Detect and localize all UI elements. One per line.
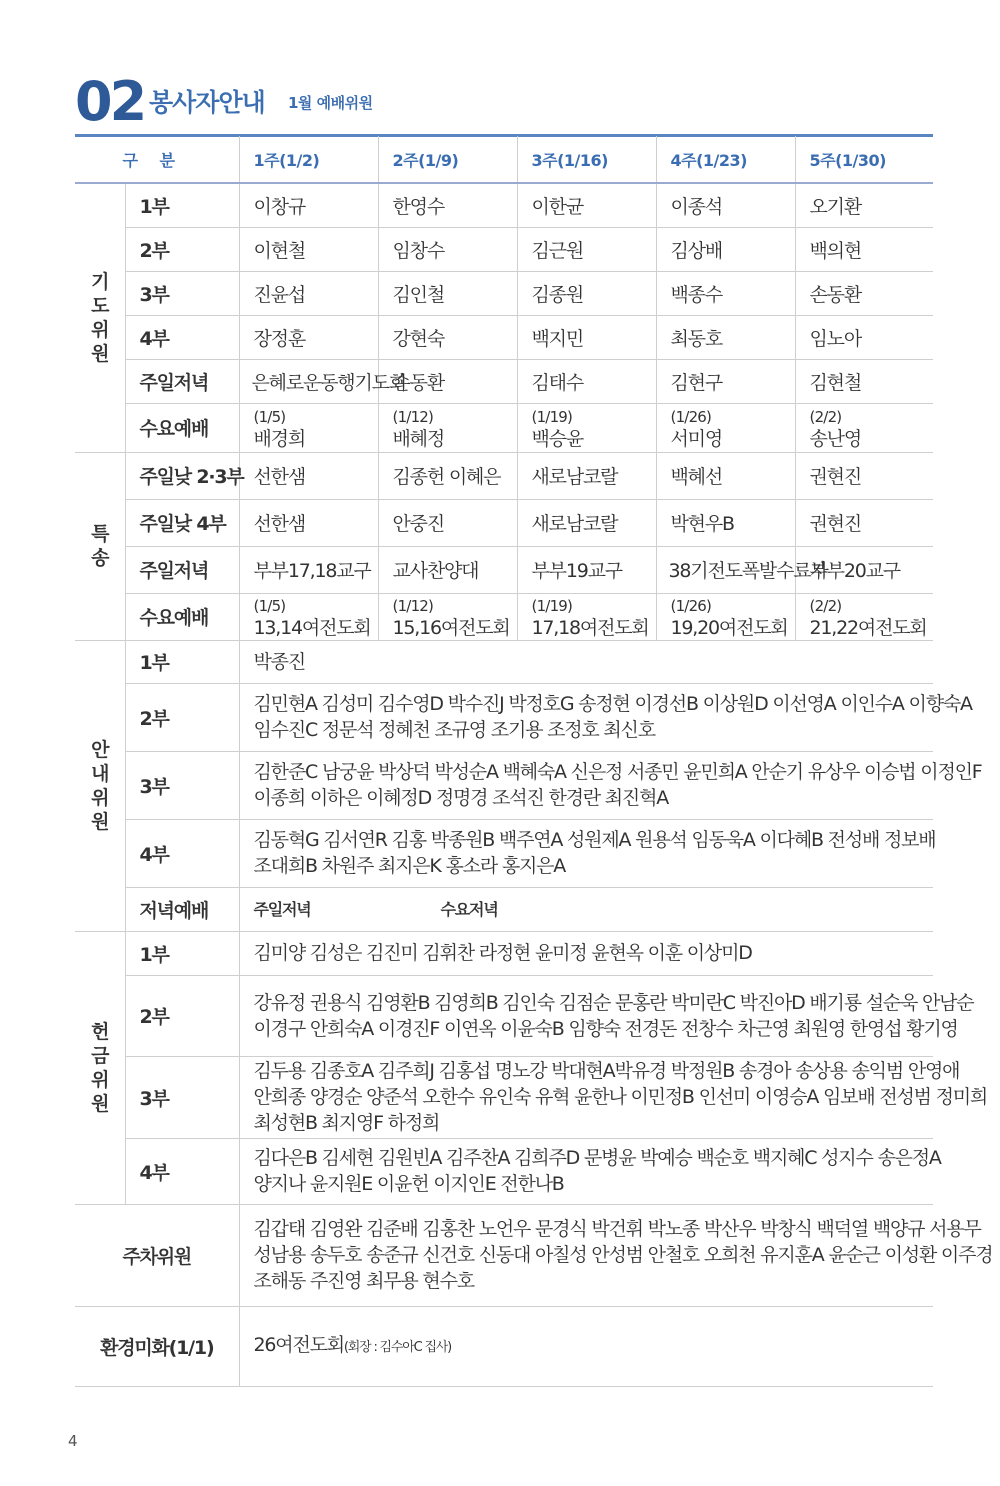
cell: 박현우B	[656, 499, 795, 546]
cell: 김근원	[517, 227, 656, 271]
gubun-header: 구 분	[75, 136, 239, 183]
row-label: 수요예배	[125, 593, 239, 640]
cell	[795, 403, 933, 452]
table-row	[75, 183, 933, 227]
names-line: 김민현A 김성미 김수영D 박수진J 박정호G 송정현 이경선B 이상원D 이선영A 이인수A 이향숙A	[253, 693, 972, 715]
table-row	[75, 887, 933, 931]
name: 17,18여전도회	[531, 616, 649, 639]
names-line: 이경구 안희숙A 이경진F 이연옥 이윤숙B 임향숙 전경돈 전창수 차근영 최원영 한영섭 황기영	[253, 1017, 958, 1040]
table-row	[75, 640, 933, 683]
cell	[656, 593, 795, 640]
cell: 부부19교구	[517, 546, 656, 593]
cell: 김현구	[656, 359, 795, 403]
cell: 이한균	[517, 183, 656, 227]
cell: 부부20교구	[795, 546, 933, 593]
row-label: 1부	[125, 640, 239, 683]
cell: 부부17,18교구	[239, 546, 378, 593]
names-line: 임수진C 정문석 정혜천 조규영 조기용 조정호 최신호	[253, 719, 655, 741]
cell	[239, 403, 378, 452]
page-number: 4	[68, 1432, 78, 1450]
names-cell	[239, 751, 982, 819]
week-header: 1주(1/2)	[239, 136, 378, 183]
environment-label: 환경미화(1/1)	[75, 1306, 239, 1386]
name: 송난영	[809, 427, 861, 450]
name: 서미영	[670, 427, 722, 450]
category-label: 안 내 위 원	[91, 738, 109, 833]
cell: 장정훈	[239, 315, 378, 359]
date: (1/5)	[253, 596, 286, 615]
row-label: 1부	[125, 183, 239, 227]
week-header: 5주(1/30)	[795, 136, 933, 183]
names-line: 최성현B 최지영F 하정희	[253, 1112, 440, 1134]
date: (1/26)	[670, 596, 712, 615]
wednesday-evening-label: 수요저녁	[440, 899, 498, 919]
section-number: 02	[75, 70, 145, 133]
cell: 강현숙	[378, 315, 517, 359]
cell: 손동환	[378, 359, 517, 403]
names-cell	[239, 1056, 988, 1138]
environment-note: (회장 : 김수아C 집사)	[343, 1339, 452, 1355]
cell: 선한샘	[239, 499, 378, 546]
category-usher	[75, 640, 125, 931]
row-label: 3부	[125, 751, 239, 819]
header-row	[75, 136, 933, 183]
cell: 손동환	[795, 271, 933, 315]
table-row	[75, 819, 933, 887]
volunteer-schedule-table	[75, 136, 993, 1387]
table-row	[75, 359, 933, 403]
environment-value: 26여전도회	[253, 1333, 344, 1356]
names-line: 안희종 양경순 양준석 오한수 유인숙 유혁 윤한나 이민정B 인선미 이영승A 임보배 전성범 정미희	[253, 1086, 988, 1108]
date: (1/19)	[531, 596, 573, 615]
category-special	[75, 452, 125, 640]
cell	[517, 403, 656, 452]
date: (1/26)	[670, 407, 712, 426]
names-cell	[239, 975, 974, 1056]
cell: 백의현	[795, 227, 933, 271]
names-line: 이종희 이하은 이혜정D 정명경 조석진 한경란 최진혁A	[253, 787, 669, 809]
names-line: 김미양 김성은 김진미 김휘찬 라정현 윤미정 윤현옥 이훈 이상미D	[253, 942, 752, 964]
row-label: 4부	[125, 315, 239, 359]
names-line: 김다은B 김세현 김원빈A 김주찬A 김희주D 문병윤 박예승 백순호 백지혜C 성지수 송은정A	[253, 1147, 941, 1169]
table-row	[75, 315, 933, 359]
row-label: 주일저녁	[125, 546, 239, 593]
name: 15,16여전도회	[392, 616, 510, 639]
cell: 권현진	[795, 499, 933, 546]
table-row	[75, 1306, 933, 1386]
name: 21,22여전도회	[809, 616, 927, 639]
name: 19,20여전도회	[670, 616, 788, 639]
evening-cell	[239, 887, 933, 931]
row-label: 2부	[125, 975, 239, 1056]
environment-cell	[239, 1306, 933, 1386]
names-line: 성남용 송두호 송준규 신건호 신동대 아칠성 안성범 안철호 오희천 유지훈A 윤순근 이성환 이주경	[253, 1244, 993, 1266]
cell	[378, 403, 517, 452]
row-label: 수요예배	[125, 403, 239, 452]
category-label: 특 송	[91, 523, 109, 569]
table-row	[75, 403, 933, 452]
cell	[517, 593, 656, 640]
row-label: 주일저녁	[125, 359, 239, 403]
cell: 최동호	[656, 315, 795, 359]
cell: 김현철	[795, 359, 933, 403]
cell: 한영수	[378, 183, 517, 227]
cell: 김종원	[517, 271, 656, 315]
date: (2/2)	[809, 407, 842, 426]
cell: 백혜선	[656, 452, 795, 499]
cell	[378, 593, 517, 640]
table-row	[75, 1138, 933, 1204]
names-cell	[239, 1204, 993, 1306]
cell: 진윤섭	[239, 271, 378, 315]
row-label: 1부	[125, 931, 239, 975]
table-row	[75, 751, 933, 819]
name: 백승윤	[531, 427, 583, 450]
names-line: 강유정 권용식 김영환B 김영희B 김인숙 김점순 문홍란 박미란C 박진아D 배기룡 설순욱 안남순	[253, 991, 974, 1014]
cell: 김인철	[378, 271, 517, 315]
names-line: 김갑태 김영완 김준배 김홍찬 노언우 문경식 박건휘 박노종 박산우 박창식 백덕열 백양규 서용무	[253, 1218, 981, 1240]
category-prayer	[75, 183, 125, 452]
names-line: 양지나 윤지원E 이윤헌 이지인E 전한나B	[253, 1173, 564, 1195]
cell: 백지민	[517, 315, 656, 359]
cell	[795, 593, 933, 640]
cell: 임창수	[378, 227, 517, 271]
cell: 오기환	[795, 183, 933, 227]
table-row	[75, 227, 933, 271]
cell	[239, 593, 378, 640]
row-label: 2부	[125, 227, 239, 271]
week-header: 3주(1/16)	[517, 136, 656, 183]
date: (1/12)	[392, 596, 434, 615]
cell: 김종헌 이혜은	[378, 452, 517, 499]
week-header: 2주(1/9)	[378, 136, 517, 183]
names-cell	[239, 819, 936, 887]
week-header: 4주(1/23)	[656, 136, 795, 183]
sunday-evening-label: 주일저녁	[253, 899, 311, 919]
cell	[656, 403, 795, 452]
cell: 권현진	[795, 452, 933, 499]
name: 배경희	[253, 427, 305, 450]
row-label: 4부	[125, 1138, 239, 1204]
cell: 은혜로운동행기도회	[239, 359, 378, 403]
date: (2/2)	[809, 596, 842, 615]
row-label: 2부	[125, 683, 239, 751]
section-subtitle: 1월 예배위원	[288, 94, 373, 112]
cell: 교사찬양대	[378, 546, 517, 593]
table-row	[75, 683, 933, 751]
cell: 김상배	[656, 227, 795, 271]
date: (1/5)	[253, 407, 286, 426]
category-label: 기 도 위 원	[91, 270, 109, 365]
table-row	[75, 271, 933, 315]
names-line: 박종진	[253, 650, 305, 673]
cell: 38기전도폭발수료자	[656, 546, 795, 593]
table-row	[75, 931, 933, 975]
category-offering	[75, 931, 125, 1204]
cell: 새로남코랄	[517, 499, 656, 546]
cell: 안중진	[378, 499, 517, 546]
cell: 새로남코랄	[517, 452, 656, 499]
name: 배혜정	[392, 427, 444, 450]
names-cell	[239, 683, 972, 751]
row-label: 4부	[125, 819, 239, 887]
date: (1/12)	[392, 407, 434, 426]
section-title: 봉사자안내	[149, 88, 265, 117]
names-line: 조대희B 차원주 최지은K 홍소라 홍지은A	[253, 855, 566, 877]
row-label: 주일낮 4부	[125, 499, 239, 546]
page-header	[75, 72, 933, 137]
row-label: 주일낮 2·3부	[125, 452, 239, 499]
names-line: 김두용 김종호A 김주희J 김홍섭 명노강 박대현A박유경 박정원B 송경아 송상용 송익범 안영애	[253, 1060, 960, 1082]
row-label: 3부	[125, 271, 239, 315]
row-label: 3부	[125, 1056, 239, 1138]
names-line: 김한준C 남궁윤 박상덕 박성순A 백혜숙A 신은정 서종민 윤민희A 안순기 유상우 이승법 이정인F	[253, 761, 982, 783]
table-row	[75, 1056, 933, 1138]
row-label: 저녁예배	[125, 887, 239, 931]
parking-label: 주차위원	[75, 1204, 239, 1306]
names-line: 김동혁G 김서연R 김홍 박종원B 백주연A 성원제A 원용석 임동욱A 이다혜B 전성배 정보배	[253, 829, 936, 851]
category-label: 헌 금 위 원	[91, 1020, 109, 1115]
names-cell	[239, 931, 933, 975]
cell: 백종수	[656, 271, 795, 315]
cell: 이창규	[239, 183, 378, 227]
table-row	[75, 499, 933, 546]
name: 13,14여전도회	[253, 616, 371, 639]
names-line: 조해동 주진영 최무용 현수호	[253, 1270, 474, 1292]
cell: 임노아	[795, 315, 933, 359]
table-row	[75, 452, 933, 499]
table-row	[75, 546, 933, 593]
date: (1/19)	[531, 407, 573, 426]
table-row	[75, 1204, 933, 1306]
cell: 이현철	[239, 227, 378, 271]
cell: 김태수	[517, 359, 656, 403]
table-row	[75, 975, 933, 1056]
names-cell	[239, 640, 933, 683]
cell: 이종석	[656, 183, 795, 227]
table-row	[75, 593, 933, 640]
names-cell	[239, 1138, 941, 1204]
cell: 선한샘	[239, 452, 378, 499]
